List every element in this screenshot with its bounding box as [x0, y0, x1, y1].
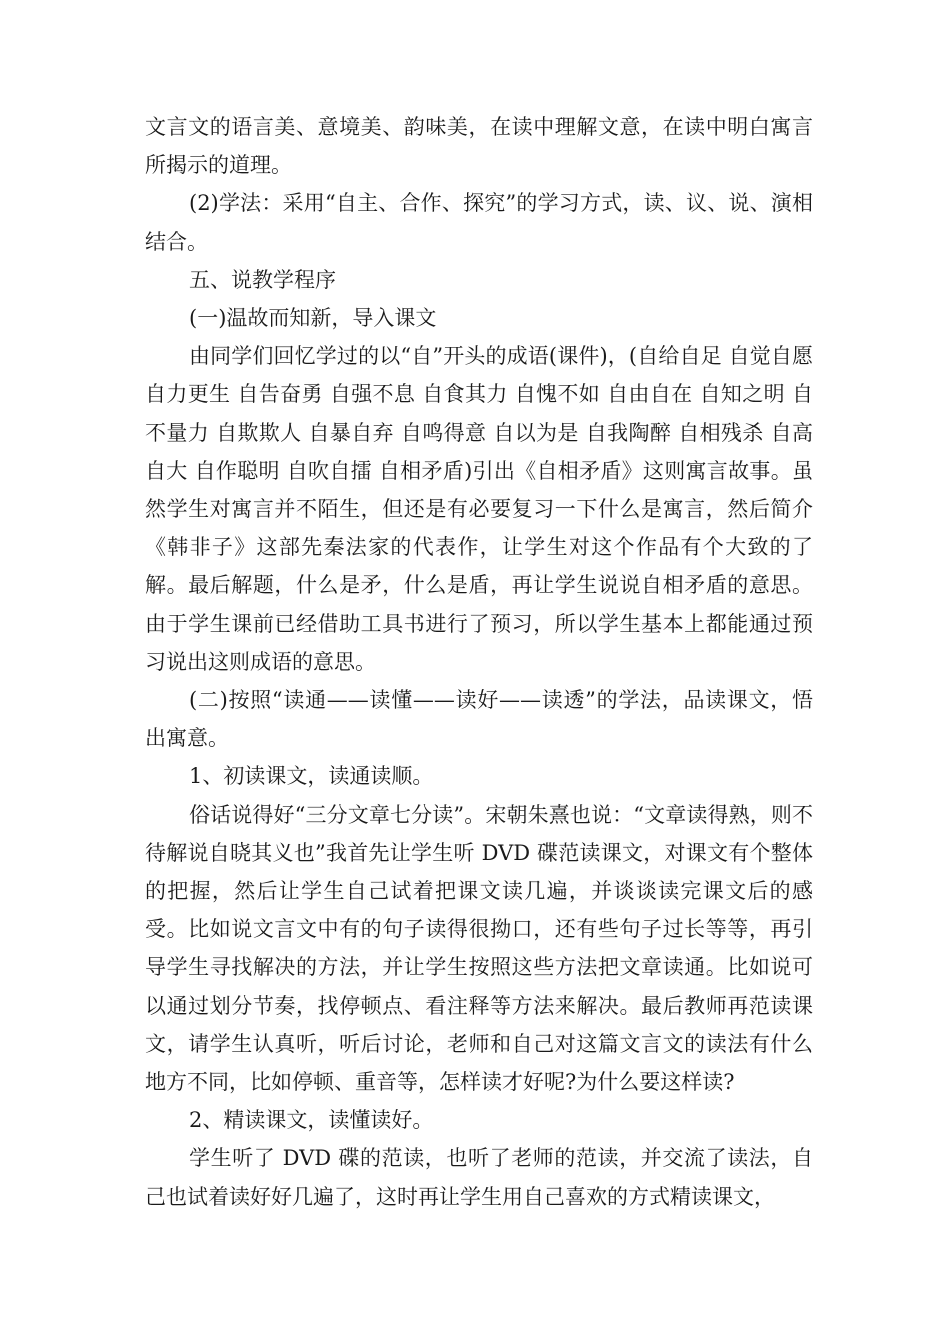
section-heading-5: 五、说教学程序	[189, 267, 336, 292]
step-heading-1: 1、初读课文，读通读顺。	[189, 764, 434, 789]
paragraph-5: 学生听了 DVD 碟的范读，也听了老师的范读，并交流了读法，自己也试着读好好几遍了，这时再让学生用自己喜欢的方式精读课文，	[145, 1146, 813, 1209]
subsection-heading-2: (二)按照“读通——读懂——读好——读透”的学法，品读课文，悟出寓意。	[145, 688, 813, 751]
paragraph-3: 由同学们回忆学过的以“自”开头的成语(课件)，(自给自足 自觉自愿 自力更生 自告奋勇 自强不息 自食其力 自愧不如 自由自在 自知之明 自不量力 自欺欺人 自暴自弃 自鸣得意 自以为是 自我陶醉 自相残杀 自高自大 自作聪明 自吹自擂 自相矛盾)引出《自相矛盾》这则寓言故事。虽然学生对寓言并不陌生，但还是有必要复习一下什么是寓言，然后简介《韩非子》这部先秦法家的代表作，让学生对这个作品有个大致的了解。最后解题，什么是矛，什么是盾，再让学生说说自相矛盾的意思。由于学生课前已经借助工具书进行了预习，所以学生基本上都能通过预习说出这则成语的意思。	[145, 344, 813, 674]
document-page	[145, 108, 813, 1216]
paragraph-2: (2)学法：采用“自主、合作、探究”的学习方式，读、议、说、演相结合。	[145, 191, 813, 254]
paragraph-1: 文言文的语言美、意境美、韵味美，在读中理解文意，在读中明白寓言所揭示的道理。	[145, 115, 813, 178]
subsection-heading-1: (一)温故而知新，导入课文	[189, 306, 437, 331]
paragraph-4: 俗话说得好“三分文章七分读”。宋朝朱熹也说：“文章读得熟，则不待解说自晓其义也”我首先让学生听 DVD 碟范读课文，对课文有个整体的把握，然后让学生自己试着把课文读几遍，并谈谈读完课文后的感受。比如说文言文中有的句子读得很拗口，还有些句子过长等等，再引导学生寻找解决的方法，并让学生按照这些方法把文章读通。比如说可以通过划分节奏，找停顿点、看注释等方法来解决。最后教师再范读课文，请学生认真听，听后讨论，老师和自己对这篇文言文的读法有什么地方不同，比如停顿、重音等，怎样读才好呢?为什么要这样读?	[145, 802, 813, 1095]
step-heading-2: 2、精读课文，读懂读好。	[189, 1108, 434, 1133]
